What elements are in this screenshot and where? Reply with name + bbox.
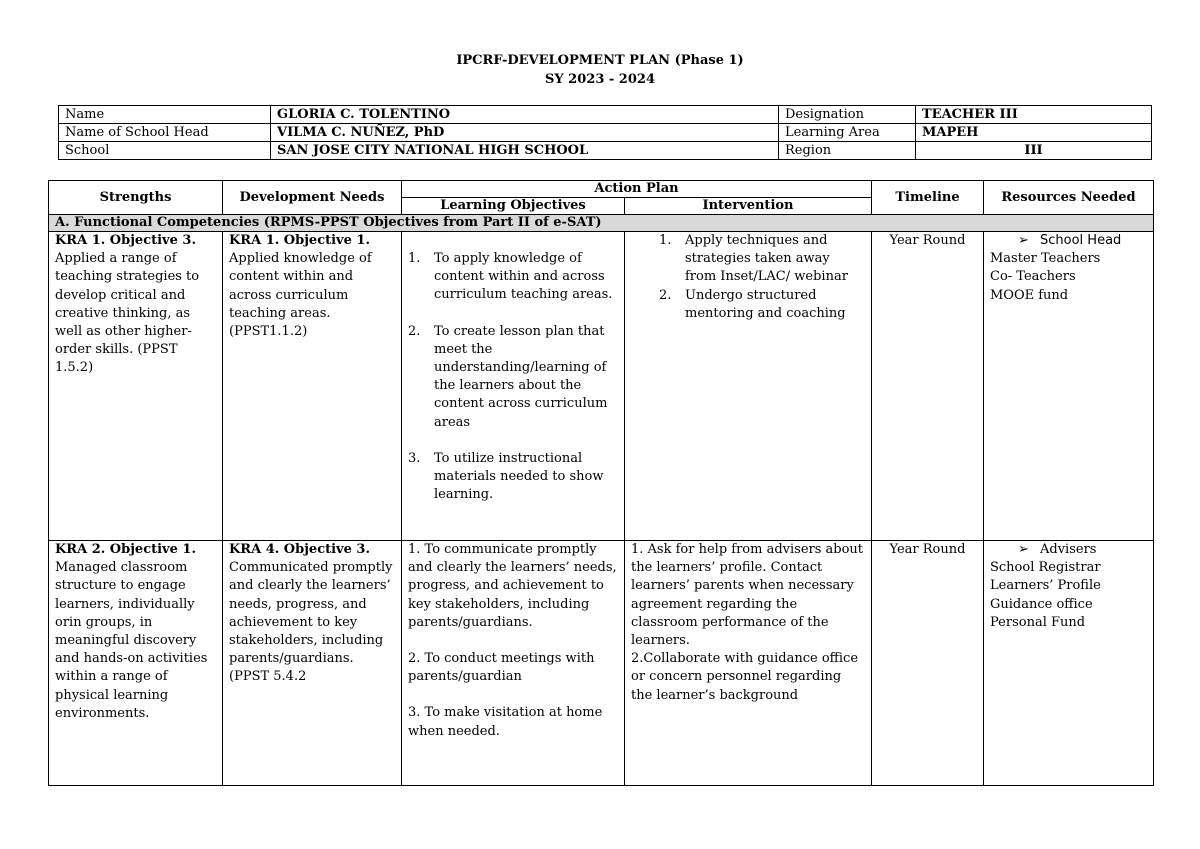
header-learning-objectives: Learning Objectives — [402, 198, 625, 215]
timeline-cell: Year Round — [872, 541, 984, 786]
resource-lead: ➢ School Head — [990, 232, 1147, 250]
designation-label: Designation — [779, 106, 916, 124]
school-label: School — [59, 142, 271, 160]
designation-value: TEACHER III — [916, 106, 1152, 124]
strength-kra-title: KRA 2. Objective 1. — [55, 542, 196, 557]
region-value: III — [916, 142, 1152, 160]
header-development-needs: Development Needs — [223, 181, 402, 215]
header-strengths: Strengths — [49, 181, 223, 215]
need-kra-title: KRA 1. Objective 1. — [229, 233, 370, 248]
school-value: SAN JOSE CITY NATIONAL HIGH SCHOOL — [271, 142, 779, 160]
header-action-plan: Action Plan — [402, 181, 872, 198]
resource-item: Guidance office — [990, 596, 1093, 612]
region-label: Region — [779, 142, 916, 160]
intervention-item: 2.Collaborate with guidance office or concern personnel regarding the learner’s background — [631, 651, 859, 703]
development-need-cell — [223, 232, 402, 541]
resource-lead: ➢ Advisers — [990, 541, 1147, 559]
arrow-bullet-icon: ➢ — [1018, 542, 1029, 557]
header-intervention: Intervention — [625, 198, 872, 215]
timeline-cell: Year Round — [872, 232, 984, 541]
resources-cell — [984, 541, 1154, 786]
objective-item: 2. To conduct meetings with parents/guardian — [408, 651, 595, 685]
learning-objectives-cell — [402, 541, 625, 786]
objective-item: 1. To communicate promptly and clearly the learners’ needs, progress, and achievement to key stakeholders, including parents/guardians. — [408, 542, 617, 630]
section-functional-competencies: A. Functional Competencies (RPMS-PPST Objectives from Part II of e-SAT) — [49, 215, 1154, 232]
intervention-item: 2. Undergo structured mentoring and coaching — [659, 287, 846, 321]
school-head-value: VILMA C. NUÑEZ, PhD — [271, 124, 779, 142]
resource-item: Learners’ Profile — [990, 578, 1101, 594]
learning-area-value: MAPEH — [916, 124, 1152, 142]
header-timeline: Timeline — [872, 181, 984, 215]
name-label: Name — [59, 106, 271, 124]
resource-item: School Registrar — [990, 560, 1101, 576]
learning-objectives-cell — [402, 232, 625, 541]
strength-text: Applied a range of teaching strategies to develop critical and creative thinking, as well as other higher-order skills. (PPST 1.5.2) — [55, 251, 200, 376]
development-need-cell — [223, 541, 402, 786]
objective-item: 1. To apply knowledge of content within and across curriculum teaching areas. — [408, 251, 613, 303]
objective-item: 3. To make visitation at home when needed. — [408, 705, 603, 739]
strength-cell — [49, 541, 223, 786]
development-plan-table — [48, 180, 1154, 786]
strength-text: Managed classroom structure to engage learners, individually orin groups, in meaningful discovery and hands-on activities within a range of physical learning environments. — [55, 560, 208, 721]
intervention-item: 1. Ask for help from advisers about the learners’ profile. Contact learners’ parents when necessary agreement regarding the classroom performance of the learners. — [631, 542, 864, 649]
resource-item: Personal Fund — [990, 614, 1086, 630]
intervention-cell — [625, 232, 872, 541]
name-value: GLORIA C. TOLENTINO — [271, 106, 779, 124]
resource-item: Co- Teachers — [990, 269, 1076, 285]
school-head-label: Name of School Head — [59, 124, 271, 142]
school-year: SY 2023 - 2024 — [544, 72, 655, 87]
document-title: IPCRF-DEVELOPMENT PLAN (Phase 1) — [456, 53, 744, 68]
strength-cell — [49, 232, 223, 541]
need-kra-title: KRA 4. Objective 3. — [229, 542, 370, 557]
need-text: Applied knowledge of content within and across curriculum teaching areas. (PPST1.1.2) — [229, 251, 372, 340]
header-resources: Resources Needed — [984, 181, 1154, 215]
objective-item: 2. To create lesson plan that meet the understanding/learning of the learners about the content across curriculum areas — [408, 323, 608, 430]
objective-item: 3. To utilize instructional materials needed to show learning. — [408, 450, 604, 503]
intervention-cell — [625, 541, 872, 786]
resource-item: Master Teachers — [990, 251, 1101, 267]
teacher-info-table — [58, 105, 1152, 160]
strength-kra-title: KRA 1. Objective 3. — [55, 233, 196, 248]
learning-area-label: Learning Area — [779, 124, 916, 142]
intervention-item: 1. Apply techniques and strategies taken away from Inset/LAC/ webinar — [659, 233, 848, 285]
resource-item: MOOE fund — [990, 287, 1069, 303]
need-text: Communicated promptly and clearly the learners’ needs, progress, and achievement to key stakeholders, including parents/guardians. (PPST 5.4.2 — [229, 560, 393, 685]
arrow-bullet-icon: ➢ — [1018, 233, 1029, 248]
resources-cell — [984, 232, 1154, 541]
